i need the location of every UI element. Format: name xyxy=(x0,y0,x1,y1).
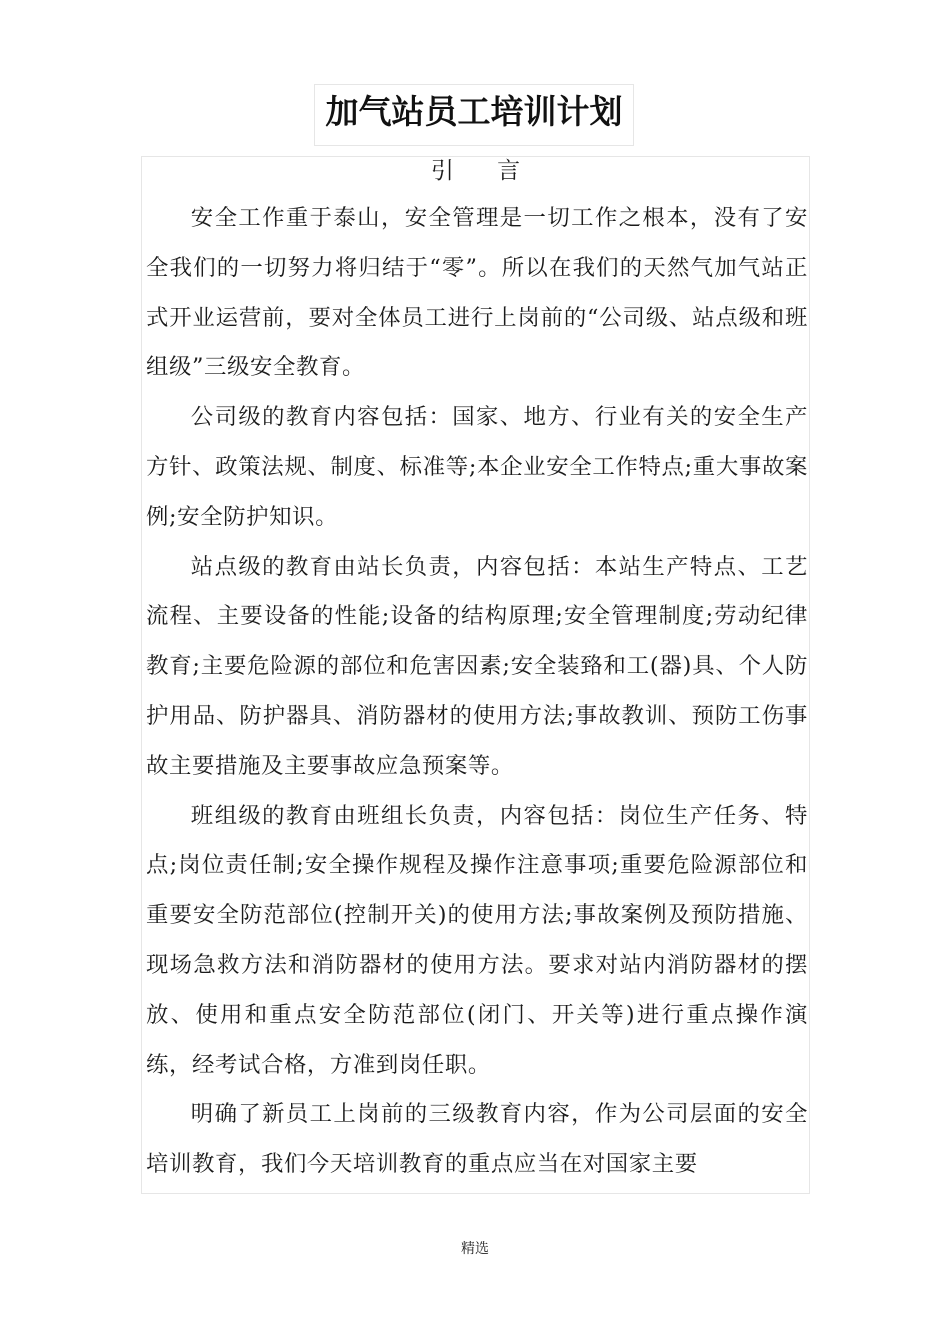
paragraph-2: 公司级的教育内容包括：国家、地方、行业有关的安全生产方针、政策法规、制度、标准等;本企业安全工作特点;重大事故案例;安全防护知识。 xyxy=(146,404,808,530)
paragraph-5: 明确了新员工上岗前的三级教育内容，作为公司层面的安全培训教育，我们今天培训教育的重点应当在对国家主要 xyxy=(146,1101,808,1178)
paragraph-1: 安全工作重于泰山，安全管理是一切工作之根本，没有了安全我们的一切努力将归结于“零”。所以在我们的天然气加气站正式开业运营前，要对全体员工进行上岗前的“公司级、站点级和班组级”三级安全教育。 xyxy=(146,205,808,381)
document-title: 加气站员工培训计划 xyxy=(325,92,623,131)
content-box xyxy=(141,156,810,1194)
title-box xyxy=(314,84,634,146)
body-text xyxy=(146,194,808,1190)
paragraph-3: 站点级的教育由站长负责，内容包括：本站生产特点、工艺流程、主要设备的性能;设备的结构原理;安全管理制度;劳动纪律教育;主要危险源的部位和危害因素;安全装臵和工(器)具、个人防护用品、防护器具、消防器材的使用方法;事故教训、预防工伤事故主要措施及主要事故应急预案等。 xyxy=(146,553,808,779)
page-footer: 精选 xyxy=(461,1241,489,1257)
section-heading: 引 言 xyxy=(430,158,539,184)
paragraph-4: 班组级的教育由班组长负责，内容包括：岗位生产任务、特点;岗位责任制;安全操作规程及操作注意事项;重要危险源部位和重要安全防范部位(控制开关)的使用方法;事故案例及预防措施、现场急救方法和消防器材的使用方法。要求对站内消防器材的摆放、使用和重点安全防范部位(闭门、开关等)进行重点操作演练，经考试合格，方准到岗任职。 xyxy=(146,802,808,1078)
